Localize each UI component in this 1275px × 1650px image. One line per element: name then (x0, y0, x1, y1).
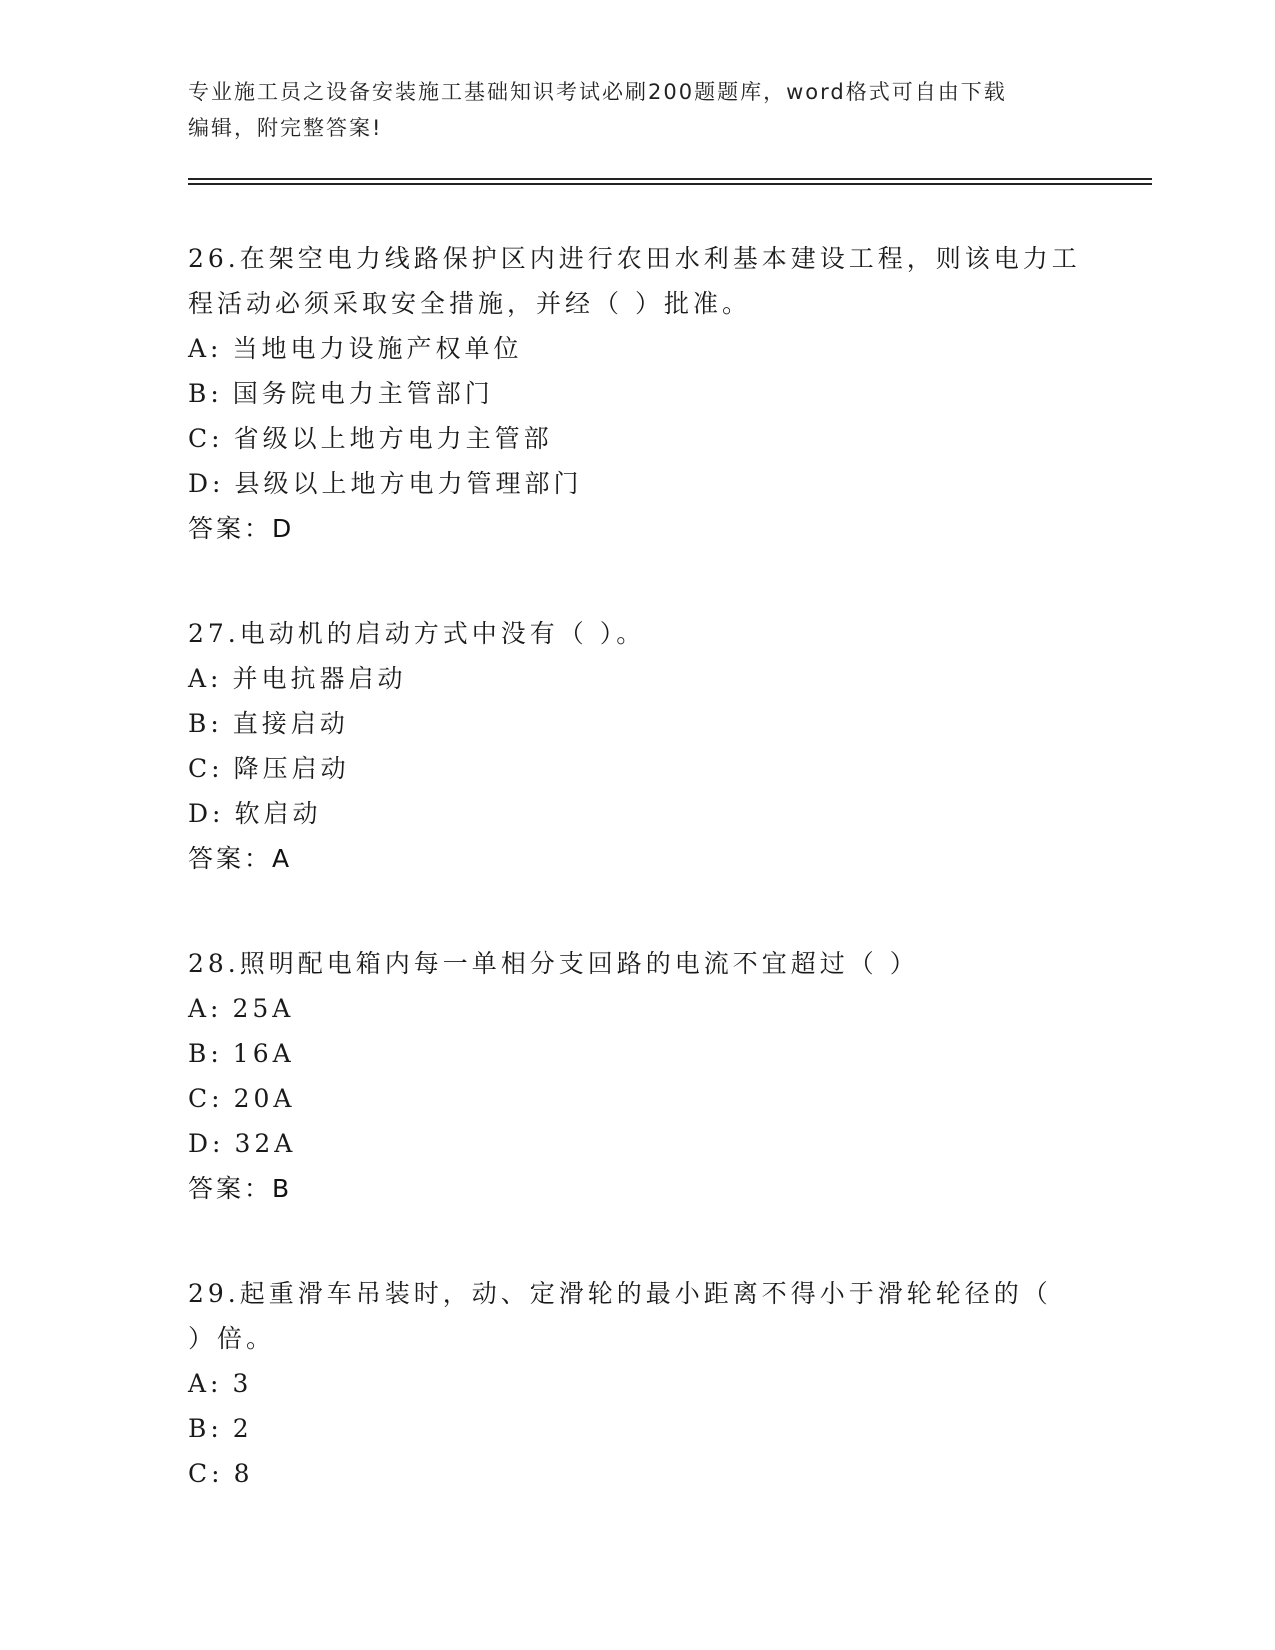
header-line-1: 专业施工员之设备安装施工基础知识考试必刷200题题库，word格式可自由下载 (188, 80, 1007, 104)
option-text: 并电抗器启动 (232, 664, 407, 693)
answer-option (188, 371, 1088, 416)
question-block (188, 236, 1088, 551)
answer-key: 答案：A (188, 844, 293, 873)
option-letter: C: (188, 1459, 224, 1488)
option-text: 国务院电力主管部门 (232, 379, 494, 408)
answer-option (188, 1361, 1088, 1406)
option-letter: C: (188, 1084, 224, 1113)
answer-key: 答案：D (188, 514, 295, 543)
option-text: 25A (232, 994, 295, 1023)
option-text: 3 (232, 1369, 253, 1398)
answer-option (188, 416, 1088, 461)
option-text: 当地电力设施产权单位 (232, 334, 523, 363)
answer-option (188, 656, 1088, 701)
answer-option (188, 1121, 1088, 1166)
header-divider-top (188, 178, 1152, 180)
option-letter: D: (188, 469, 225, 498)
option-letter: C: (188, 424, 224, 453)
option-letter: A: (188, 1369, 223, 1398)
option-letter: A: (188, 994, 223, 1023)
option-letter: B: (188, 1414, 223, 1443)
option-letter: D: (188, 1129, 225, 1158)
option-text: 32A (234, 1129, 297, 1158)
answer-option (188, 1031, 1088, 1076)
question-block (188, 1271, 1088, 1496)
option-text: 16A (232, 1039, 295, 1068)
header-line-2: 编辑，附完整答案! (188, 116, 383, 140)
question-stem-line: 28.照明配电箱内每一单相分支回路的电流不宜超过（ ） (188, 949, 919, 978)
question-stem-line: 27.电动机的启动方式中没有（ ）。 (188, 619, 646, 648)
option-letter: A: (188, 334, 223, 363)
answer-option (188, 986, 1088, 1031)
option-text: 县级以上地方电力管理部门 (234, 469, 583, 498)
option-text: 8 (233, 1459, 254, 1488)
question-stem-line: 程活动必须采取安全措施，并经（ ）批准。 (188, 289, 751, 318)
answer-option (188, 791, 1088, 836)
header-divider-bottom (188, 183, 1152, 185)
answer-option (188, 701, 1088, 746)
question-stem-line: 29.起重滑车吊装时，动、定滑轮的最小距离不得小于滑轮轮径的（ (188, 1279, 1052, 1308)
answer-option (188, 326, 1088, 371)
question-stem-line: 26.在架空电力线路保护区内进行农田水利基本建设工程，则该电力工 (188, 244, 1081, 273)
option-letter: B: (188, 709, 223, 738)
answer-option (188, 746, 1088, 791)
question-stem-line: ）倍。 (188, 1324, 276, 1353)
question-block (188, 941, 1088, 1211)
option-letter: D: (188, 799, 225, 828)
option-letter: B: (188, 379, 223, 408)
option-letter: A: (188, 664, 223, 693)
answer-option (188, 1406, 1088, 1451)
option-text: 软启动 (234, 799, 322, 828)
option-text: 直接启动 (232, 709, 349, 738)
question-list (188, 236, 1088, 1556)
option-letter: C: (188, 754, 224, 783)
document-header (188, 74, 1088, 146)
answer-option (188, 461, 1088, 506)
option-text: 省级以上地方电力主管部 (233, 424, 553, 453)
answer-option (188, 1451, 1088, 1496)
answer-key: 答案：B (188, 1174, 293, 1203)
option-text: 2 (232, 1414, 253, 1443)
question-block (188, 611, 1088, 881)
answer-option (188, 1076, 1088, 1121)
option-text: 20A (233, 1084, 296, 1113)
option-letter: B: (188, 1039, 223, 1068)
option-text: 降压启动 (233, 754, 350, 783)
